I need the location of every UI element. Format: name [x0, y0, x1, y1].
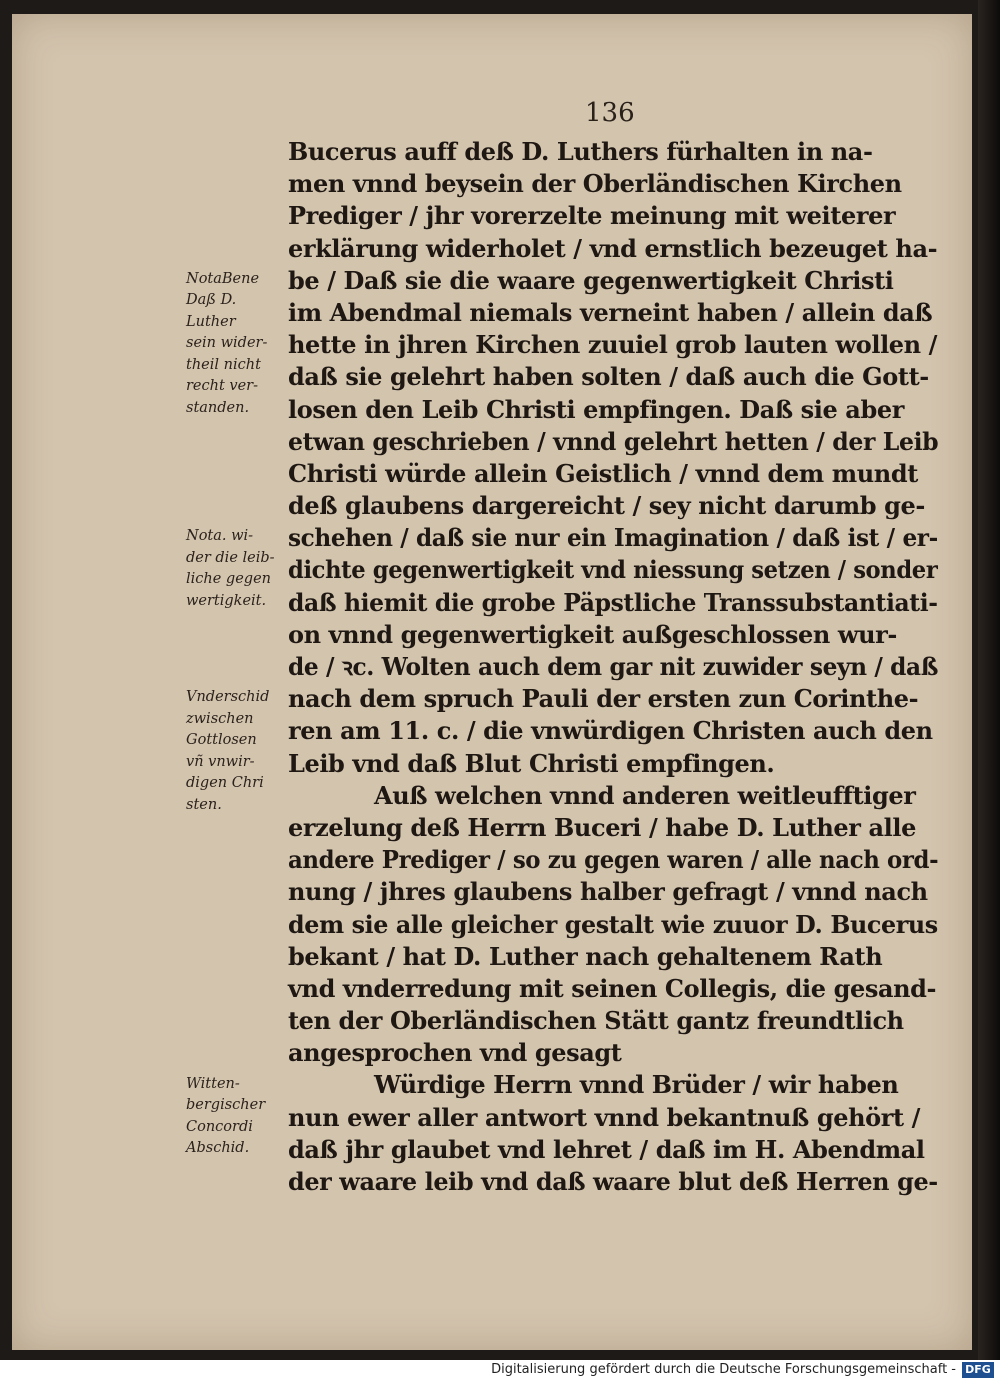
margin-note-line: recht ver-: [186, 378, 259, 395]
text-line: daß hiemit die grobe Päpstliche Transsubstantiati-: [288, 587, 938, 617]
margin-note-line: NotaBene: [186, 270, 260, 287]
margin-note-line: sein wider-: [186, 335, 268, 352]
text-line: Christi würde allein Geistlich / vnnd dem mundt: [288, 458, 918, 488]
funding-notice: Digitalisierung gefördert durch die Deutsche Forschungsgemeinschaft -: [491, 1362, 956, 1377]
text-line: Auß welchen vnnd anderen weitleufftiger: [374, 780, 916, 810]
margin-note: [186, 687, 296, 816]
text-line: deß glaubens dargereicht / sey nicht darumb ge-: [288, 491, 925, 521]
text-line: im Abendmal niemals verneint haben / allein daß: [288, 297, 933, 327]
text-line: ren am 11. c. / die vnwürdigen Christen auch den: [288, 716, 933, 746]
text-line: hette in jhren Kirchen zuuiel grob lauten wollen /: [288, 330, 938, 360]
text-line: erzelung deß Herrn Buceri / habe D. Luther alle: [288, 812, 916, 842]
margin-note-line: sten.: [186, 796, 222, 813]
margin-note-line: vñ vnwir-: [186, 753, 255, 770]
text-line: etwan geschrieben / vnnd gelehrt hetten / der Leib: [288, 426, 939, 456]
margin-note-line: Concordi: [186, 1118, 253, 1135]
text-line: vnd vnderredung mit seinen Collegis, die gesand-: [288, 973, 937, 1003]
margin-note: [186, 269, 296, 420]
body-text: [288, 136, 938, 1198]
text-line: men vnnd beysein der Oberländischen Kirchen: [288, 169, 902, 199]
margin-note-line: zwischen: [186, 710, 254, 727]
margin-note-line: Gottlosen: [186, 732, 257, 749]
margin-note-line: digen Chri: [186, 775, 264, 792]
margin-note-line: wertigkeit.: [186, 592, 267, 609]
text-line: dichte gegenwertigkeit vnd niessung setzen / sonder: [288, 555, 938, 585]
text-line: losen den Leib Christi empfingen. Daß sie aber: [288, 394, 904, 424]
margin-note-line: theil nicht: [186, 356, 261, 373]
text-line: bekant / hat D. Luther nach gehaltenem Rath: [288, 941, 883, 971]
text-line: andere Prediger / so zu gegen waren / alle nach ord-: [288, 845, 939, 875]
text-line: erklärung widerholet / vnd ernstlich bezeuget ha-: [288, 233, 938, 263]
margin-note-line: der die leib-: [186, 549, 275, 566]
text-line: de / ꝛc. Wolten auch dem gar nit zuwider seyn / daß: [288, 652, 939, 681]
text-line: nung / jhres glaubens halber gefragt / vnnd nach: [288, 877, 928, 907]
text-line: schehen / daß sie nur ein Imagination / daß ist / er-: [288, 523, 938, 553]
margin-note-line: Vnderschid: [186, 689, 270, 706]
text-line: daß sie gelehrt haben solten / daß auch die Gott-: [288, 362, 929, 392]
margin-note-line: Abschid.: [186, 1140, 250, 1157]
text-line: daß jhr glaubet vnd lehret / daß im H. Abendmal: [288, 1134, 925, 1164]
text-line: Prediger / jhr vorerzelte meinung mit weiterer: [288, 201, 896, 231]
margin-note-line: Witten-: [186, 1075, 240, 1092]
text-line: angesprochen vnd gesagt: [288, 1038, 622, 1068]
text-line: Leib vnd daß Blut Christi empfingen.: [288, 748, 775, 778]
text-line: Würdige Herrn vnnd Brüder / wir haben: [374, 1070, 899, 1100]
margin-note-line: standen.: [186, 399, 250, 416]
margin-note-line: Daß D.: [186, 292, 237, 309]
book-spine-edge: [978, 0, 1000, 1360]
text-line: nach dem spruch Pauli der ersten zun Corinthe-: [288, 684, 919, 714]
text-line: dem sie alle gleicher gestalt wie zuuor D. Bucerus: [288, 909, 938, 939]
margin-note-line: Nota. wi-: [186, 528, 254, 545]
text-line: on vnnd gegenwertigkeit außgeschlossen wur-: [288, 619, 897, 649]
text-line: der waare leib vnd daß waare blut deß Herren ge-: [288, 1167, 938, 1196]
margin-note-line: Luther: [186, 313, 236, 330]
margin-note: [186, 526, 296, 612]
text-line: Bucerus auff deß D. Luthers fürhalten in na-: [288, 137, 873, 166]
dfg-logo: DFG: [962, 1362, 994, 1378]
text-line: be / Daß sie die waare gegenwertigkeit Christi: [288, 265, 894, 295]
margin-note-line: liche gegen: [186, 571, 271, 588]
text-line: ten der Oberländischen Stätt gantz freundtlich: [288, 1006, 904, 1036]
page-number: 136: [585, 98, 635, 128]
margin-note-line: bergischer: [186, 1097, 266, 1114]
margin-note: [186, 1074, 296, 1160]
text-line: nun ewer aller antwort vnnd bekantnuß gehört /: [288, 1102, 920, 1132]
footer-bar: [0, 1360, 1000, 1381]
